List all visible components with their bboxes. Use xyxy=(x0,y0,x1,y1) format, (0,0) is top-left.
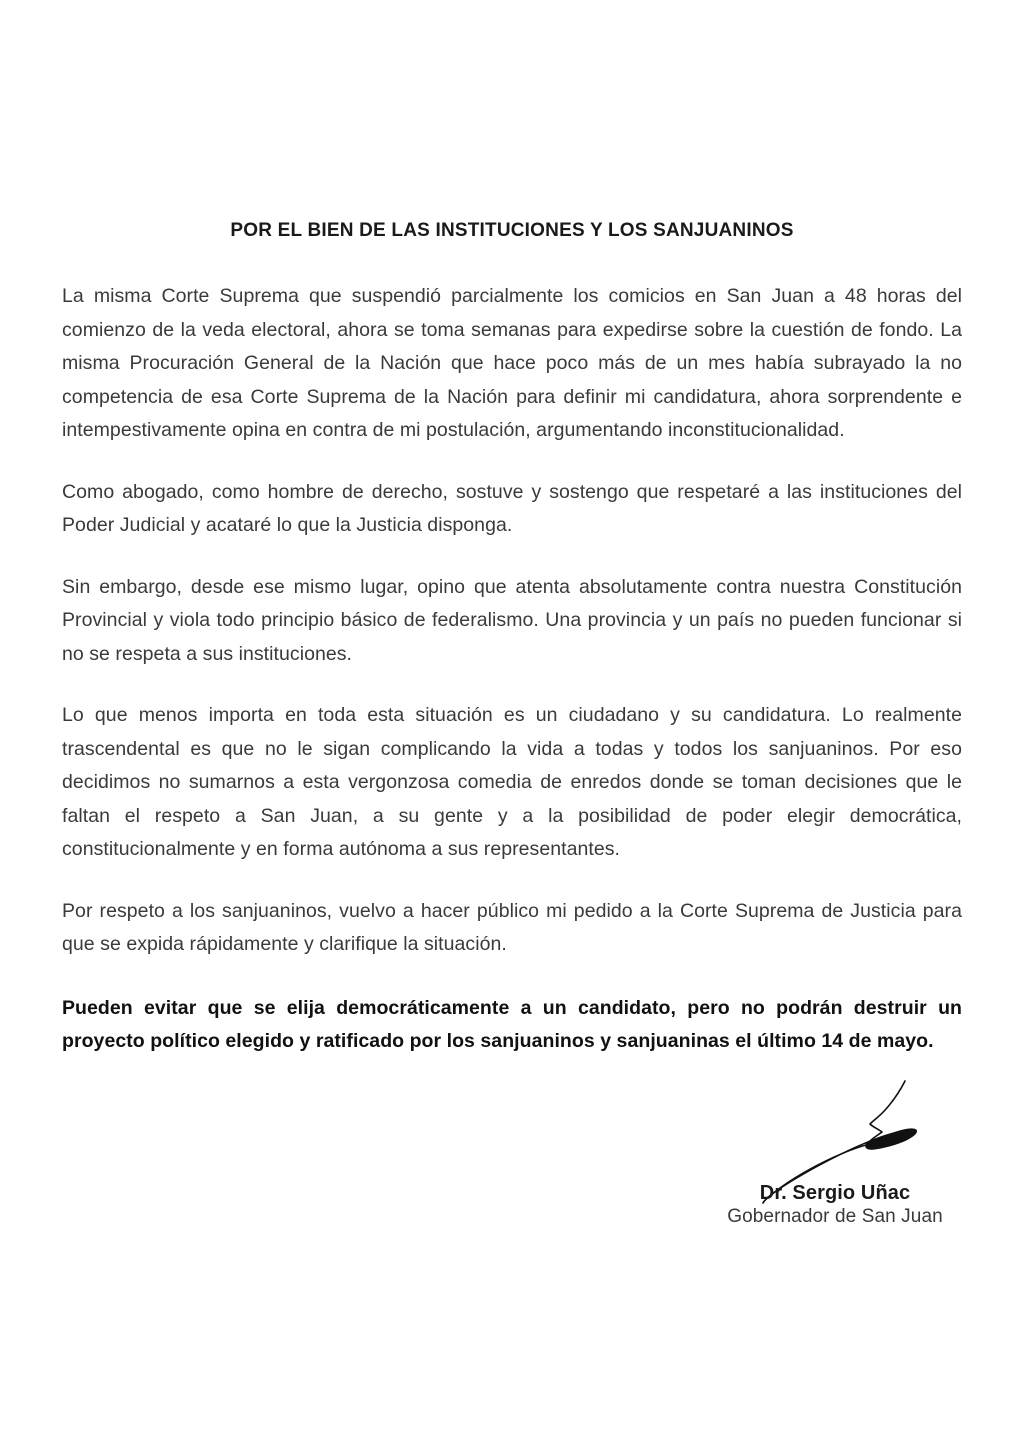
body-paragraph-1: La misma Corte Suprema que suspendió parcialmente los comicios en San Juan a 48 horas del comienzo de la veda electoral, ahora se toma semanas para expedirse sobre la cuestión de fondo. La misma Procuración General de la Nación que hace poco más de un mes había subrayado la no competencia de esa Corte Suprema de la Nación para definir mi candidatura, ahora sorprendente e intempestivamente opina en contra de mi postulación, argumentando inconstitucionalidad. xyxy=(62,285,962,441)
body-paragraph-3: Sin embargo, desde ese mismo lugar, opino que atenta absolutamente contra nuestra Constitución Provincial y viola todo principio básico de federalismo. Una provincia y un país no pueden funcionar si no se respeta a sus instituciones. xyxy=(62,575,962,665)
body-paragraph-4: Lo que menos importa en toda esta situación es un ciudadano y su candidatura. Lo realmente trascendental es que no le sigan complicando la vida a todas y todos los sanjuaninos. Por eso decidimos no sumarnos a esta vergonzosa comedia de enredos donde se toman decisiones que le faltan el respeto a San Juan, a su gente y a la posibilidad de poder elegir democrática, constitucionalmente y en forma autónoma a sus representantes. xyxy=(62,704,962,860)
body-paragraph-5: Por respeto a los sanjuaninos, vuelvo a hacer público mi pedido a la Corte Suprema de Justicia para que se expida rápidamente y clarifique la situación. xyxy=(62,899,962,955)
closing-statement: Pueden evitar que se elija democráticamente a un candidato, pero no podrán destruir un proyecto político elegido y ratificado por los sanjuaninos y sanjuaninas el último 14 de mayo. xyxy=(62,996,962,1052)
signature-name: Dr. Sergio Uñac xyxy=(759,1182,911,1204)
signature-block xyxy=(700,1075,970,1235)
page-title: POR EL BIEN DE LAS INSTITUCIONES Y LOS SANJUANINOS xyxy=(230,220,794,241)
signature-role: Gobernador de San Juan xyxy=(727,1206,943,1227)
body-paragraph-2: Como abogado, como hombre de derecho, sostuve y sostengo que respetaré a las instituciones del Poder Judicial y acataré lo que la Justicia disponga. xyxy=(62,480,962,536)
document-content xyxy=(62,218,962,1059)
